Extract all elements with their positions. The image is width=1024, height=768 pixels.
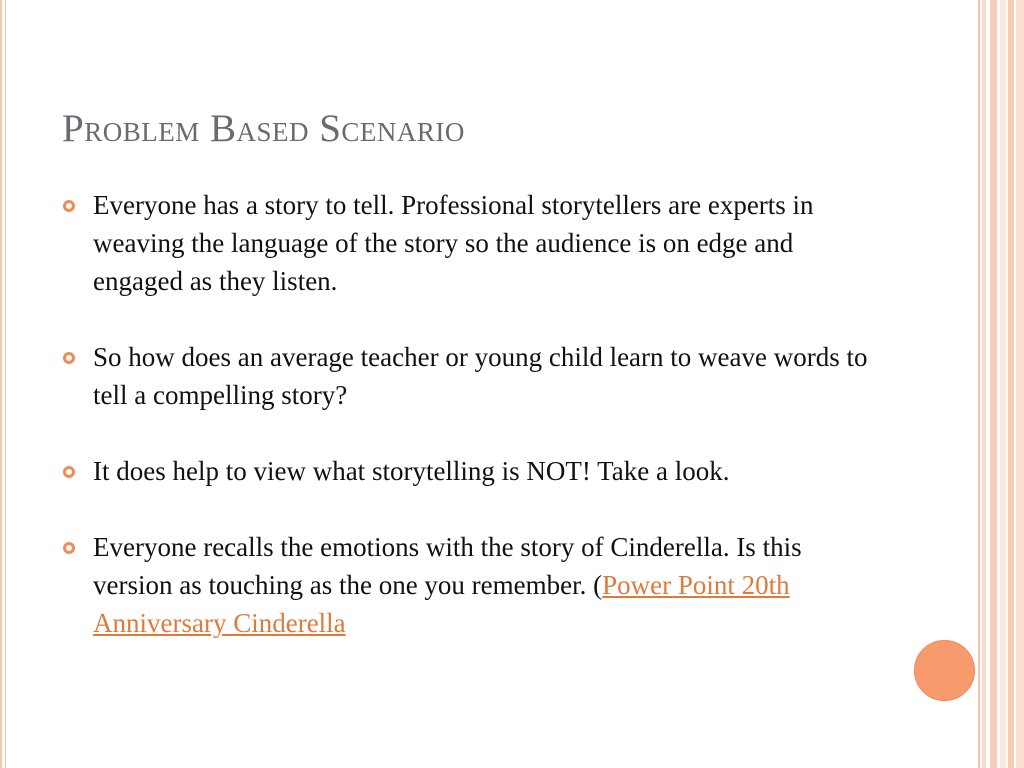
bullet-item — [62, 186, 882, 300]
cinderella-link[interactable]: Power Point 20th Anniversary Cinderella — [93, 570, 790, 638]
bullet-text: Everyone recalls the emotions with the story of Cinderella. Is this version as touching as the one you remember. ( — [93, 532, 802, 600]
right-stripe — [1000, 0, 1006, 768]
bullet-text: It does help to view what storytelling is NOT! Take a look. — [93, 456, 730, 486]
decorative-circle — [914, 640, 975, 701]
bullet-list — [62, 186, 882, 680]
bullet-text: So how does an average teacher or young child learn to weave words to tell a compelling story? — [93, 342, 868, 410]
right-stripe — [990, 0, 997, 768]
bullet-circle-icon — [63, 466, 75, 478]
right-stripe — [982, 0, 986, 768]
bullet-circle-icon — [63, 352, 75, 364]
left-border-line-inner — [5, 0, 6, 768]
bullet-item — [62, 528, 882, 642]
bullet-circle-icon — [63, 200, 75, 212]
bullet-item — [62, 338, 882, 414]
right-stripe — [1008, 0, 1014, 768]
right-stripe — [978, 0, 980, 768]
slide-title: Problem Based Scenario — [62, 107, 465, 150]
bullet-text: Everyone has a story to tell. Professional storytellers are experts in weaving the language of the story so the audience is on edge and engaged as they listen. — [93, 190, 814, 296]
bullet-item — [62, 452, 882, 490]
bullet-circle-icon — [63, 542, 75, 554]
right-stripe — [1016, 0, 1024, 768]
left-border-line — [0, 0, 2, 768]
